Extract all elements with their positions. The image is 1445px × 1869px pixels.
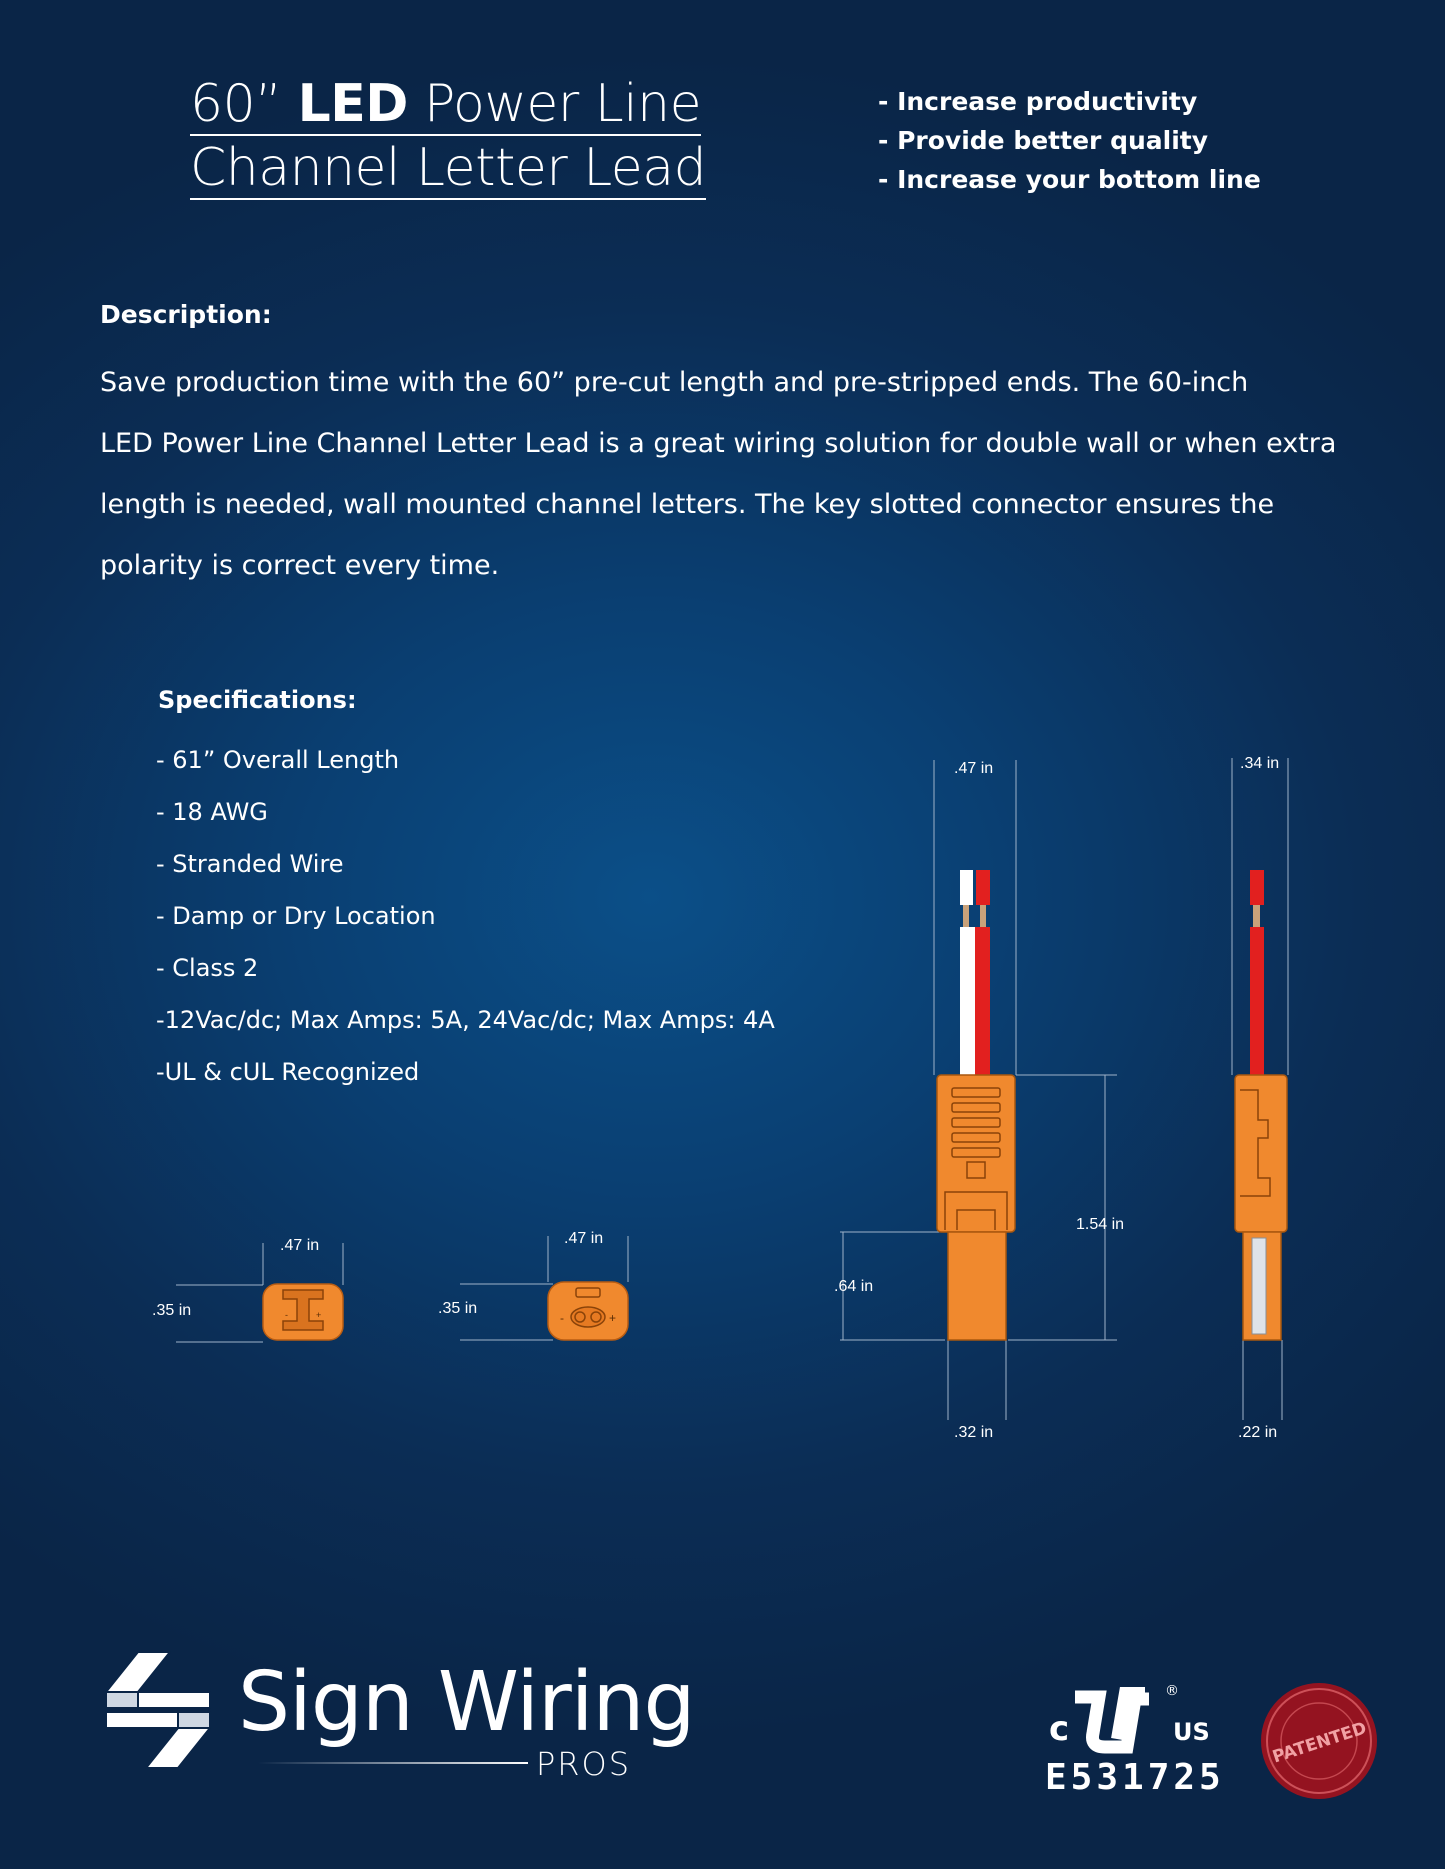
ul-recognized-mark	[1045, 1685, 1225, 1755]
spec-item: -12Vac/dc; Max Amps: 5A, 24Vac/dc; Max Amps: 4A	[156, 1006, 775, 1034]
end2-width-label: .47 in	[564, 1230, 604, 1247]
spec-item: -UL & cUL Recognized	[156, 1058, 420, 1086]
description-line: Save production time with the 60” pre-cut length and pre-stripped ends. The 60-inch	[100, 367, 1249, 398]
ul-logo-icon	[1075, 1693, 1149, 1747]
plug-length-label: .64 in	[834, 1278, 874, 1295]
brand-divider	[258, 1762, 528, 1764]
ul-c-label: c	[1049, 1709, 1070, 1749]
title-rest: Power Line	[407, 74, 702, 134]
seal-text: PATENTED	[1270, 1718, 1370, 1768]
side-plug-width-label: .22 in	[1238, 1424, 1278, 1441]
description-line: polarity is correct every time.	[100, 550, 500, 581]
title-line-2: Channel Letter Lead	[190, 138, 707, 198]
ul-us-label: US	[1173, 1718, 1210, 1746]
plus-label: +	[609, 1311, 617, 1325]
spec-item: - Damp or Dry Location	[156, 902, 436, 930]
specifications-heading: Specifications:	[158, 686, 357, 714]
end1-width-label: .47 in	[280, 1237, 320, 1254]
spec-item: - Stranded Wire	[156, 850, 344, 878]
brand-subtitle: PROS	[536, 1745, 632, 1783]
end1-height-label: .35 in	[152, 1302, 192, 1319]
front-length-label: 1.54 in	[1076, 1216, 1125, 1233]
benefit-item: - Provide better quality	[878, 126, 1209, 155]
end-view-connector-2	[548, 1282, 628, 1340]
spec-item: - 61” Overall Length	[156, 746, 400, 774]
side-top-width-label: .34 in	[1240, 755, 1280, 772]
benefit-item: - Increase your bottom line	[878, 165, 1261, 194]
front-top-width-label: .47 in	[954, 760, 994, 777]
ul-file-number: E531725	[1045, 1757, 1225, 1798]
title-prefix: 60”	[190, 74, 298, 134]
description-heading: Description:	[100, 300, 272, 329]
description-line: length is needed, wall mounted channel letters. The key slotted connector ensures the	[100, 489, 1275, 520]
plug-width-label: .32 in	[954, 1424, 994, 1441]
end2-height-label: .35 in	[438, 1300, 478, 1317]
spec-item: - 18 AWG	[156, 798, 268, 826]
spec-item: - Class 2	[156, 954, 259, 982]
front-view-connector	[937, 870, 1015, 1340]
ul-registered-mark: ®	[1165, 1685, 1179, 1699]
brand-name: Sign Wiring	[238, 1655, 695, 1750]
svg-text:-: -	[285, 1310, 288, 1320]
title-bold: LED	[297, 74, 408, 134]
minus-label: -	[560, 1311, 564, 1325]
description-line: LED Power Line Channel Letter Lead is a great wiring solution for double wall or when extra	[100, 428, 1337, 459]
sign-wiring-logo-icon	[98, 1648, 218, 1773]
patented-seal-icon	[1258, 1680, 1380, 1802]
benefit-item: - Increase productivity	[878, 87, 1198, 116]
side-view-connector	[1235, 870, 1287, 1340]
end-view-connector-1	[263, 1284, 343, 1340]
svg-text:+: +	[316, 1310, 322, 1320]
